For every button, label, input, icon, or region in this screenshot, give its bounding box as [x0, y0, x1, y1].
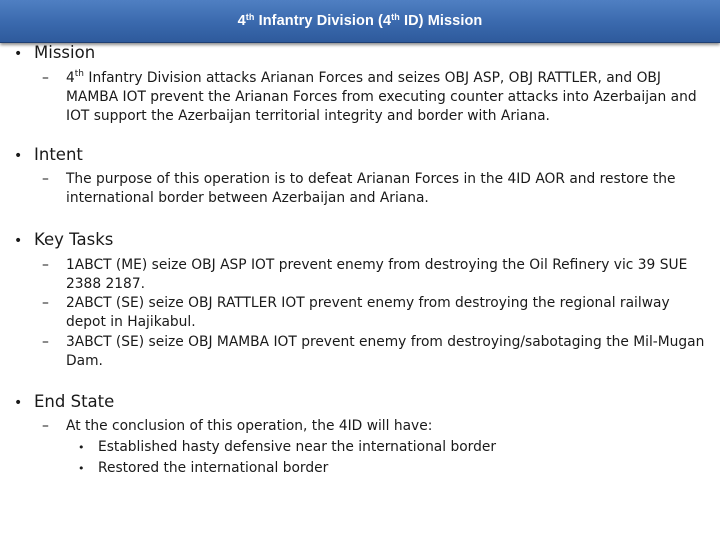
- dash-icon: –: [42, 334, 49, 350]
- dash-icon: –: [42, 295, 49, 311]
- bullet-mission-label: Mission: [34, 43, 96, 62]
- bullet-icon: •: [14, 148, 23, 164]
- bullet-icon: •: [78, 441, 85, 454]
- bullet-key-tasks: [14, 230, 113, 249]
- key-task-1: – 1ABCT (ME) seize OBJ ASP IOT prevent enemy from destroying the Oil Refinery vic 39 SUE 2388 2187.: [42, 257, 688, 292]
- dash-icon: –: [42, 418, 49, 434]
- bullet-icon: •: [14, 233, 23, 249]
- key-task-3: – 3ABCT (SE) seize OBJ MAMBA IOT prevent enemy from destroying/sabotaging the Mil-Mugan Dam.: [42, 334, 705, 369]
- dash-icon: –: [42, 70, 49, 86]
- bullet-key-tasks-label: Key Tasks: [34, 230, 114, 249]
- end-state-item-2: • Restored the international border: [78, 460, 329, 476]
- bullet-icon: •: [14, 46, 23, 62]
- bullet-icon: •: [14, 395, 23, 411]
- bullet-intent-label: Intent: [34, 145, 83, 164]
- bullet-intent: [14, 145, 83, 164]
- bullet-icon: •: [78, 462, 85, 475]
- mission-statement: – 4th Infantry Division attacks Arianan Forces and seizes OBJ ASP, OBJ RATTLER, and OBJ MAMBA IOT prevent the Arianan Forces from executing counter attacks into Azerbaijan and IOT support the Azerbaijan territorial integrity and border with Ariana.: [42, 69, 697, 124]
- dash-icon: –: [42, 257, 49, 273]
- bullet-mission: [14, 43, 95, 62]
- end-state-item-1: • Established hasty defensive near the international border: [78, 439, 497, 455]
- bullet-end-state: [14, 392, 114, 411]
- end-state-statement: – At the conclusion of this operation, the 4ID will have:: [42, 418, 433, 434]
- dash-icon: –: [42, 171, 49, 187]
- bullet-end-state-label: End State: [34, 392, 115, 411]
- key-task-2: – 2ABCT (SE) seize OBJ RATTLER IOT prevent enemy from destroying the regional railway depot in Hajikabul.: [42, 295, 670, 330]
- slide-title: 4th Infantry Division (4th ID) Mission: [237, 12, 483, 29]
- intent-statement: – The purpose of this operation is to defeat Arianan Forces in the 4ID AOR and restore the international border between Azerbaijan and Ariana.: [42, 171, 676, 206]
